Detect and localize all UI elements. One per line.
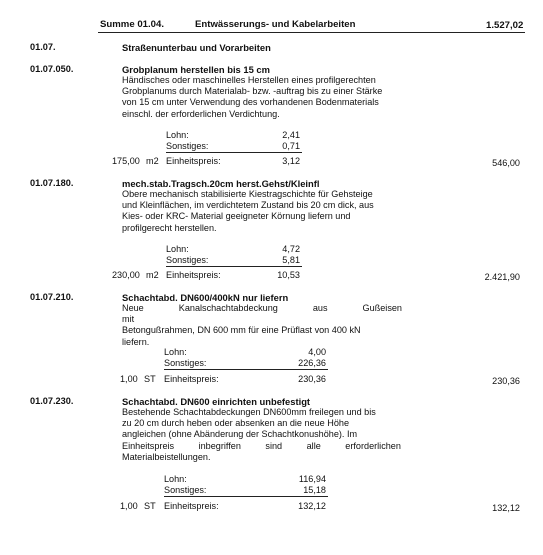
- description-line: und Kleinflächen, im verdichtetem Zustand bis 20 cm dick, aus: [122, 200, 374, 211]
- description-line: einschl. der erforderlichen Verdichtung.: [122, 108, 280, 119]
- description-line: Kies- oder KRC- Material geeigneter Körnung liefern und: [122, 211, 351, 222]
- unit-price-label: Einheitspreis:: [166, 270, 221, 280]
- unit-price-value: 230,36: [298, 374, 326, 384]
- lohn-value: 4,72: [282, 244, 300, 254]
- position-total: 2.421,90: [484, 272, 520, 282]
- sonstiges-label: Sonstiges:: [166, 141, 209, 151]
- description-line: angleichen (ohne Abänderung der Schachtkonushöhe). Im: [122, 429, 358, 440]
- unit: m2: [146, 156, 159, 166]
- sonstiges-value: 15,18: [303, 485, 326, 495]
- description-line: Materialbeistellungen.: [122, 451, 211, 462]
- unit: ST: [144, 501, 156, 511]
- quantity: 230,00: [112, 270, 140, 280]
- description-line: Bestehende Schachtabdeckungen DN600mm freilegen und bis: [122, 407, 376, 417]
- unit-price-label: Einheitspreis:: [166, 156, 221, 166]
- position-description: [122, 189, 402, 234]
- description-line: zu 20 cm durch heben oder absenken an die neue Höhe: [122, 418, 350, 429]
- description-line: liefern.: [122, 336, 150, 347]
- sonstiges-value: 5,81: [282, 255, 300, 265]
- lohn-label: Lohn:: [166, 244, 189, 254]
- description-line: von 15 cm unter Verwendung des vorhandenen Bodenmaterials: [122, 97, 379, 108]
- lohn-value: 2,41: [282, 130, 300, 140]
- summary-total: 1.527,02: [486, 20, 524, 31]
- unit: ST: [144, 374, 156, 384]
- position-total: 132,12: [492, 503, 520, 513]
- sum-line: [166, 266, 302, 267]
- position-title: mech.stab.Tragsch.20cm herst.Gehst/Kleinfl: [122, 178, 320, 189]
- description-line: profilgerecht herstellen.: [122, 222, 217, 233]
- description-line: Neue Kanalschachtabdeckung aus Gußeisen mit: [122, 303, 402, 325]
- position-total: 546,00: [492, 158, 520, 168]
- position-number: 01.07.050.: [30, 64, 74, 74]
- sum-line: [164, 369, 328, 370]
- unit-price-value: 10,53: [277, 270, 300, 280]
- lohn-value: 116,94: [298, 474, 326, 484]
- section-number: 01.07.: [30, 42, 56, 52]
- position-number: 01.07.230.: [30, 396, 74, 406]
- sonstiges-label: Sonstiges:: [164, 485, 207, 495]
- quantity: 175,00: [112, 156, 140, 166]
- quantity: 1,00: [120, 501, 138, 511]
- unit-price-label: Einheitspreis:: [164, 501, 219, 511]
- sonstiges-value: 0,71: [282, 141, 300, 151]
- position-description: [122, 75, 402, 120]
- unit-price-value: 132,12: [298, 501, 326, 511]
- sonstiges-value: 226,36: [298, 358, 326, 368]
- description-line: Einheitspreis inbegriffen sind alle erforderlichen: [122, 440, 401, 451]
- quantity: 1,00: [120, 374, 138, 384]
- unit-price-value: 3,12: [282, 156, 300, 166]
- sonstiges-label: Sonstiges:: [166, 255, 209, 265]
- position-title: Grobplanum herstellen bis 15 cm: [122, 64, 270, 75]
- description-line: Grobplanums durch Materialab- bzw. -auftrag bis zu einer Stärke: [122, 86, 383, 97]
- position-description: [122, 407, 402, 463]
- lohn-value: 4,00: [308, 347, 326, 357]
- position-total: 230,36: [492, 376, 520, 386]
- summary-title: Entwässerungs- und Kabelarbeiten: [195, 19, 356, 30]
- position-number: 01.07.180.: [30, 178, 74, 188]
- description-line: Händisches oder maschinelles Herstellen eines profilgerechten: [122, 75, 376, 85]
- unit-price-label: Einheitspreis:: [164, 374, 219, 384]
- description-line: Betongußrahmen, DN 600 mm für eine Prüflast von 400 kN: [122, 325, 361, 336]
- summary-underline: [98, 32, 525, 33]
- lohn-label: Lohn:: [166, 130, 189, 140]
- position-number: 01.07.210.: [30, 292, 74, 302]
- lohn-label: Lohn:: [164, 474, 187, 484]
- section-title: Straßenunterbau und Vorarbeiten: [122, 42, 271, 53]
- unit: m2: [146, 270, 159, 280]
- sum-line: [166, 152, 302, 153]
- description-line: Obere mechanisch stabilisierte Kiestragschichte für Gehsteige: [122, 189, 373, 199]
- lohn-label: Lohn:: [164, 347, 187, 357]
- sum-line: [164, 496, 328, 497]
- position-title: Schachtabd. DN600/400kN nur liefern: [122, 292, 289, 303]
- position-description: [122, 303, 402, 348]
- position-title: Schachtabd. DN600 einrichten unbefestigt: [122, 396, 311, 407]
- summary-label: Summe 01.04.: [100, 19, 164, 30]
- sonstiges-label: Sonstiges:: [164, 358, 207, 368]
